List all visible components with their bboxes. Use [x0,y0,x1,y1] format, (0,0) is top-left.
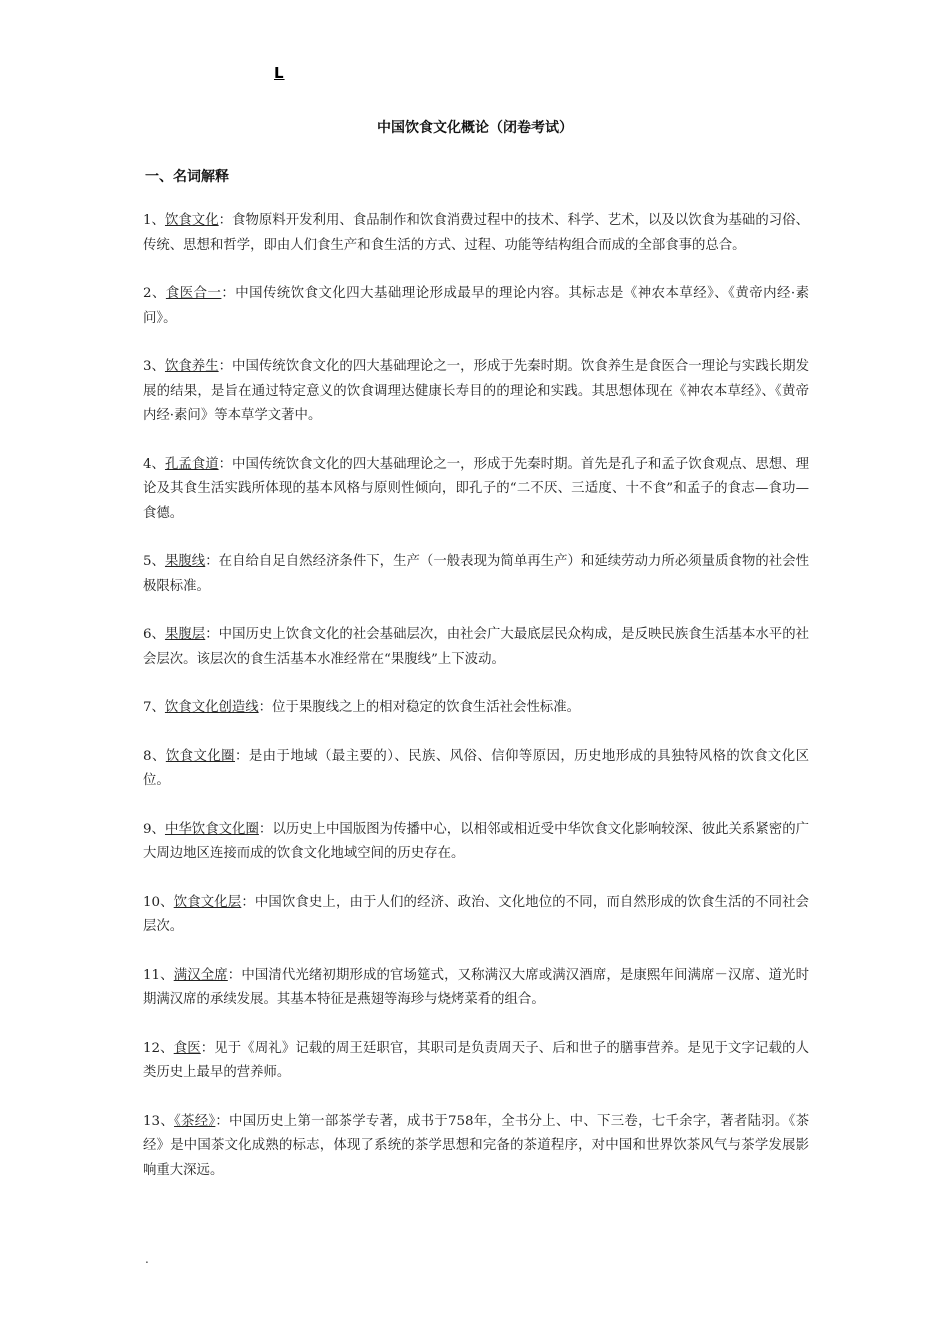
definition-entry [143,623,809,672]
entry-definition: ：以历史上中国版图为传播中心，以相邻或相近受中华饮食文化影响较深、彼此关系紧密的广大周边地区连接而成的饮食文化地域空间的历史存在。 [143,821,810,861]
entry-number: 12、 [143,1040,174,1056]
entry-term: 孔孟食道 [164,456,219,472]
definition-entry [143,282,809,331]
entry-number: 3、 [143,359,165,374]
entry-number: 9、 [143,821,165,837]
entry-definition: ：在自给自足自然经济条件下，生产（一般表现为简单再生产）和延续劳动力所必须量质食物的社会性极限标准。 [143,554,810,594]
definition-entry [143,1110,809,1184]
entry-term: 饮食文化创造线 [164,700,259,715]
definition-entry [143,891,809,940]
entry-number: 2、 [143,286,166,301]
entry-definition: ：中国传统饮食文化的四大基础理论之一，形成于先秦时期。首先是孔子和孟子饮食观点、思想、理论及其食生活实践所体现的基本风格与原则性倾向，即孔子的“二不厌、三适度、十不食”和孟子的食志—食功—食德。 [143,456,809,521]
document-title: 中国饮食文化概论（闭卷考试） [377,120,573,136]
entry-term: 果腹线 [164,554,206,569]
definition-entry [143,355,809,429]
entry-number: 13、 [143,1113,175,1129]
entry-number: 6、 [143,627,165,642]
definition-entry [143,696,809,721]
definition-entry [143,964,809,1013]
entry-number: 8、 [143,748,166,764]
entry-term: 饮食文化圈 [165,748,235,764]
entry-definition: ：食物原料开发利用、食品制作和饮食消费过程中的技术、科学、艺术，以及以饮食为基础的习俗、传统、思想和哲学，即由人们食生产和食生活的方式、过程、功能等结构组合而成的全部食事的总合。 [143,213,809,253]
entry-number: 5、 [143,554,165,569]
entry-definition: ：中国历史上饮食文化的社会基础层次，由社会广大最底层民众构成，是反映民族食生活基本水平的社会层次。该层次的食生活基本水准经常在“果腹线”上下波动。 [143,627,810,667]
entry-term: 《茶经》 [174,1113,216,1129]
entry-term: 食医 [173,1040,201,1056]
footer-mark: . [145,1252,149,1266]
entry-term: 满汉全席 [173,967,228,983]
header-mark: L [274,64,285,82]
entry-definition: ：见于《周礼》记载的周王廷职官，其职司是负责周天子、后和世子的膳事营养。是见于文字记载的人类历史上最早的营养师。 [143,1040,810,1080]
entry-definition: ：中国饮食史上，由于人们的经济、政治、文化地位的不同，而自然形成的饮食生活的不同社会层次。 [143,894,810,934]
section-heading: 一、名词解释 [145,169,229,185]
definition-entry [143,453,809,527]
entry-number: 7、 [143,700,165,715]
definition-entry [143,550,809,599]
definition-entry [143,209,809,258]
entry-definition: ：是由于地域（最主要的）、民族、风俗、信仰等原因，历史地形成的具独特风格的饮食文化区位。 [143,748,810,788]
definition-list [143,209,809,1207]
definition-entry [143,818,809,867]
entry-term: 饮食养生 [164,359,219,374]
entry-definition: ：位于果腹线之上的相对稳定的饮食生活社会性标准。 [258,700,581,715]
definition-entry [143,745,809,794]
entry-definition: ：中国清代光绪初期形成的官场筵式，又称满汉大席或满汉酒席，是康熙年间满席－汉席、道光时期满汉席的承续发展。其基本特征是燕翅等海珍与烧烤菜肴的组合。 [143,967,810,1007]
entry-number: 10、 [143,894,174,910]
definition-entry [143,1037,809,1086]
entry-term: 饮食文化层 [173,894,242,910]
entry-term: 饮食文化 [164,213,219,228]
entry-number: 4、 [143,456,165,472]
entry-term: 中华饮食文化圈 [164,821,259,837]
entry-term: 果腹层 [164,627,206,642]
entry-term: 食医合一 [165,286,222,301]
entry-definition: ：中国传统饮食文化的四大基础理论之一，形成于先秦时期。饮食养生是食医合一理论与实践长期发展的结果，是旨在通过特定意义的饮食调理达健康长寿目的的理论和实践。其思想体现在《神农本草经》、《黄帝内经·素问》等本草学文著中。 [143,359,809,423]
entry-number: 1、 [143,213,165,228]
entry-definition: ：中国传统饮食文化四大基础理论形成最早的理论内容。其标志是《神农本草经》、《黄帝内经·素问》。 [143,286,809,326]
entry-definition: ：中国历史上第一部茶学专著，成书于758年，全书分上、中、下三卷，七千余字，著者陆羽。《茶经》是中国茶文化成熟的标志，体现了系统的茶学思想和完备的茶道程序，对中国和世界饮茶风气与茶学发展影响重大深远。 [143,1113,809,1178]
entry-number: 11、 [143,967,174,983]
